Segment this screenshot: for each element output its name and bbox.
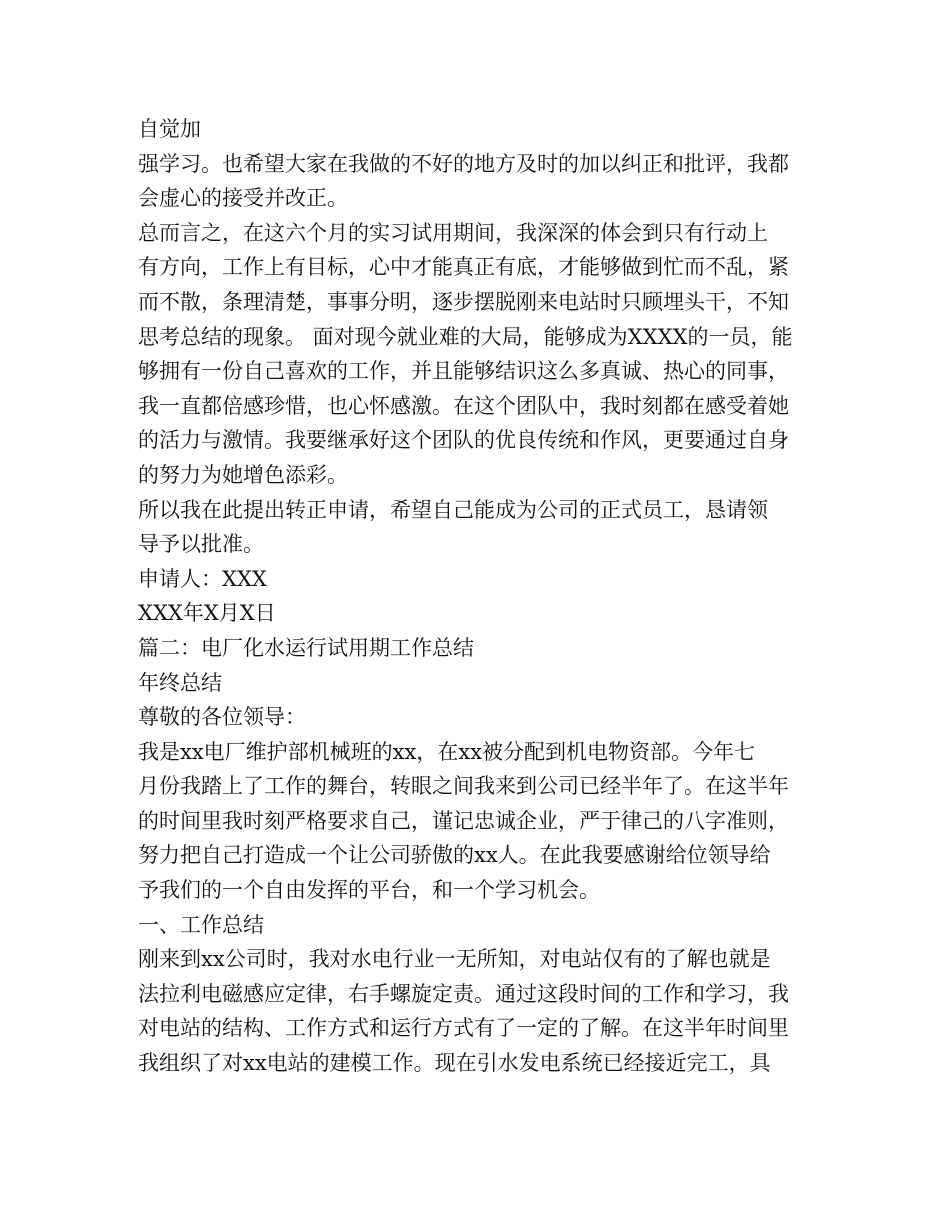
text-line: 的时间里我时刻严格要求自己，谨记忠诚企业，严于律己的八字准则，	[138, 808, 789, 833]
text-line: 法拉利电磁感应定律，右手螺旋定责。通过这段时间的工作和学习，我	[138, 981, 789, 1006]
text-line: 月份我踏上了工作的舞台，转眼之间我来到公司已经半年了。在这半年	[138, 774, 789, 799]
subsection-heading: 一、工作总结	[138, 912, 264, 937]
section-heading: 篇二：电厂化水运行试用期工作总结	[138, 635, 474, 660]
text-line: 会虚心的接受并改正。	[138, 186, 348, 211]
text-line: 的活力与激情。我要继承好这个团队的优良传统和作风，更要通过自身	[138, 428, 789, 453]
text-line: 总而言之，在这六个月的实习试用期间，我深深的体会到只有行动上	[138, 220, 768, 245]
text-line: 思考总结的现象。 面对现今就业难的大局，能够成为XXXX的一员，能	[138, 324, 793, 349]
document-body	[138, 112, 818, 1081]
text-line: 我是xx电厂维护部机械班的xx，在xx被分配到机电物资部。今年七	[138, 739, 756, 764]
text-line: 强学习。也希望大家在我做的不好的地方及时的加以纠正和批评，我都	[138, 151, 789, 176]
text-line: 的努力为她增色添彩。	[138, 462, 348, 487]
text-line: 对电站的结构、工作方式和运行方式有了一定的了解。在这半年时间里	[138, 1016, 789, 1041]
text-line: 够拥有一份自己喜欢的工作，并且能够结识这么多真诚、热心的同事，	[138, 359, 789, 384]
subheading: 年终总结	[138, 670, 222, 695]
text-line: 我组织了对xx电站的建模工作。现在引水发电系统已经接近完工，具	[138, 1051, 771, 1076]
text-line: 予我们的一个自由发挥的平台，和一个学习机会。	[138, 878, 600, 903]
text-line: 所以我在此提出转正申请，希望自己能成为公司的正式员工，恳请领	[138, 497, 768, 522]
text-line: 有方向，工作上有目标，心中才能真正有底，才能够做到忙而不乱，紧	[138, 255, 789, 280]
text-line: 刚来到xx公司时，我对水电行业一无所知，对电站仅有的了解也就是	[138, 947, 771, 972]
text-line: 而不散，条理清楚，事事分明，逐步摆脱刚来电站时只顾埋头干，不知	[138, 289, 789, 314]
signature-applicant: 申请人：XXX	[138, 566, 267, 591]
text-line: 我一直都倍感珍惜，也心怀感激。在这个团队中，我时刻都在感受着她	[138, 393, 789, 418]
text-line: 导予以批准。	[138, 532, 264, 557]
text-line: 自觉加	[138, 117, 201, 141]
text-line: 努力把自己打造成一个让公司骄傲的xx人。在此我要感谢给位领导给	[138, 843, 771, 868]
signature-date: XXX年X月X日	[138, 601, 276, 626]
salutation: 尊敬的各位领导：	[138, 705, 306, 730]
